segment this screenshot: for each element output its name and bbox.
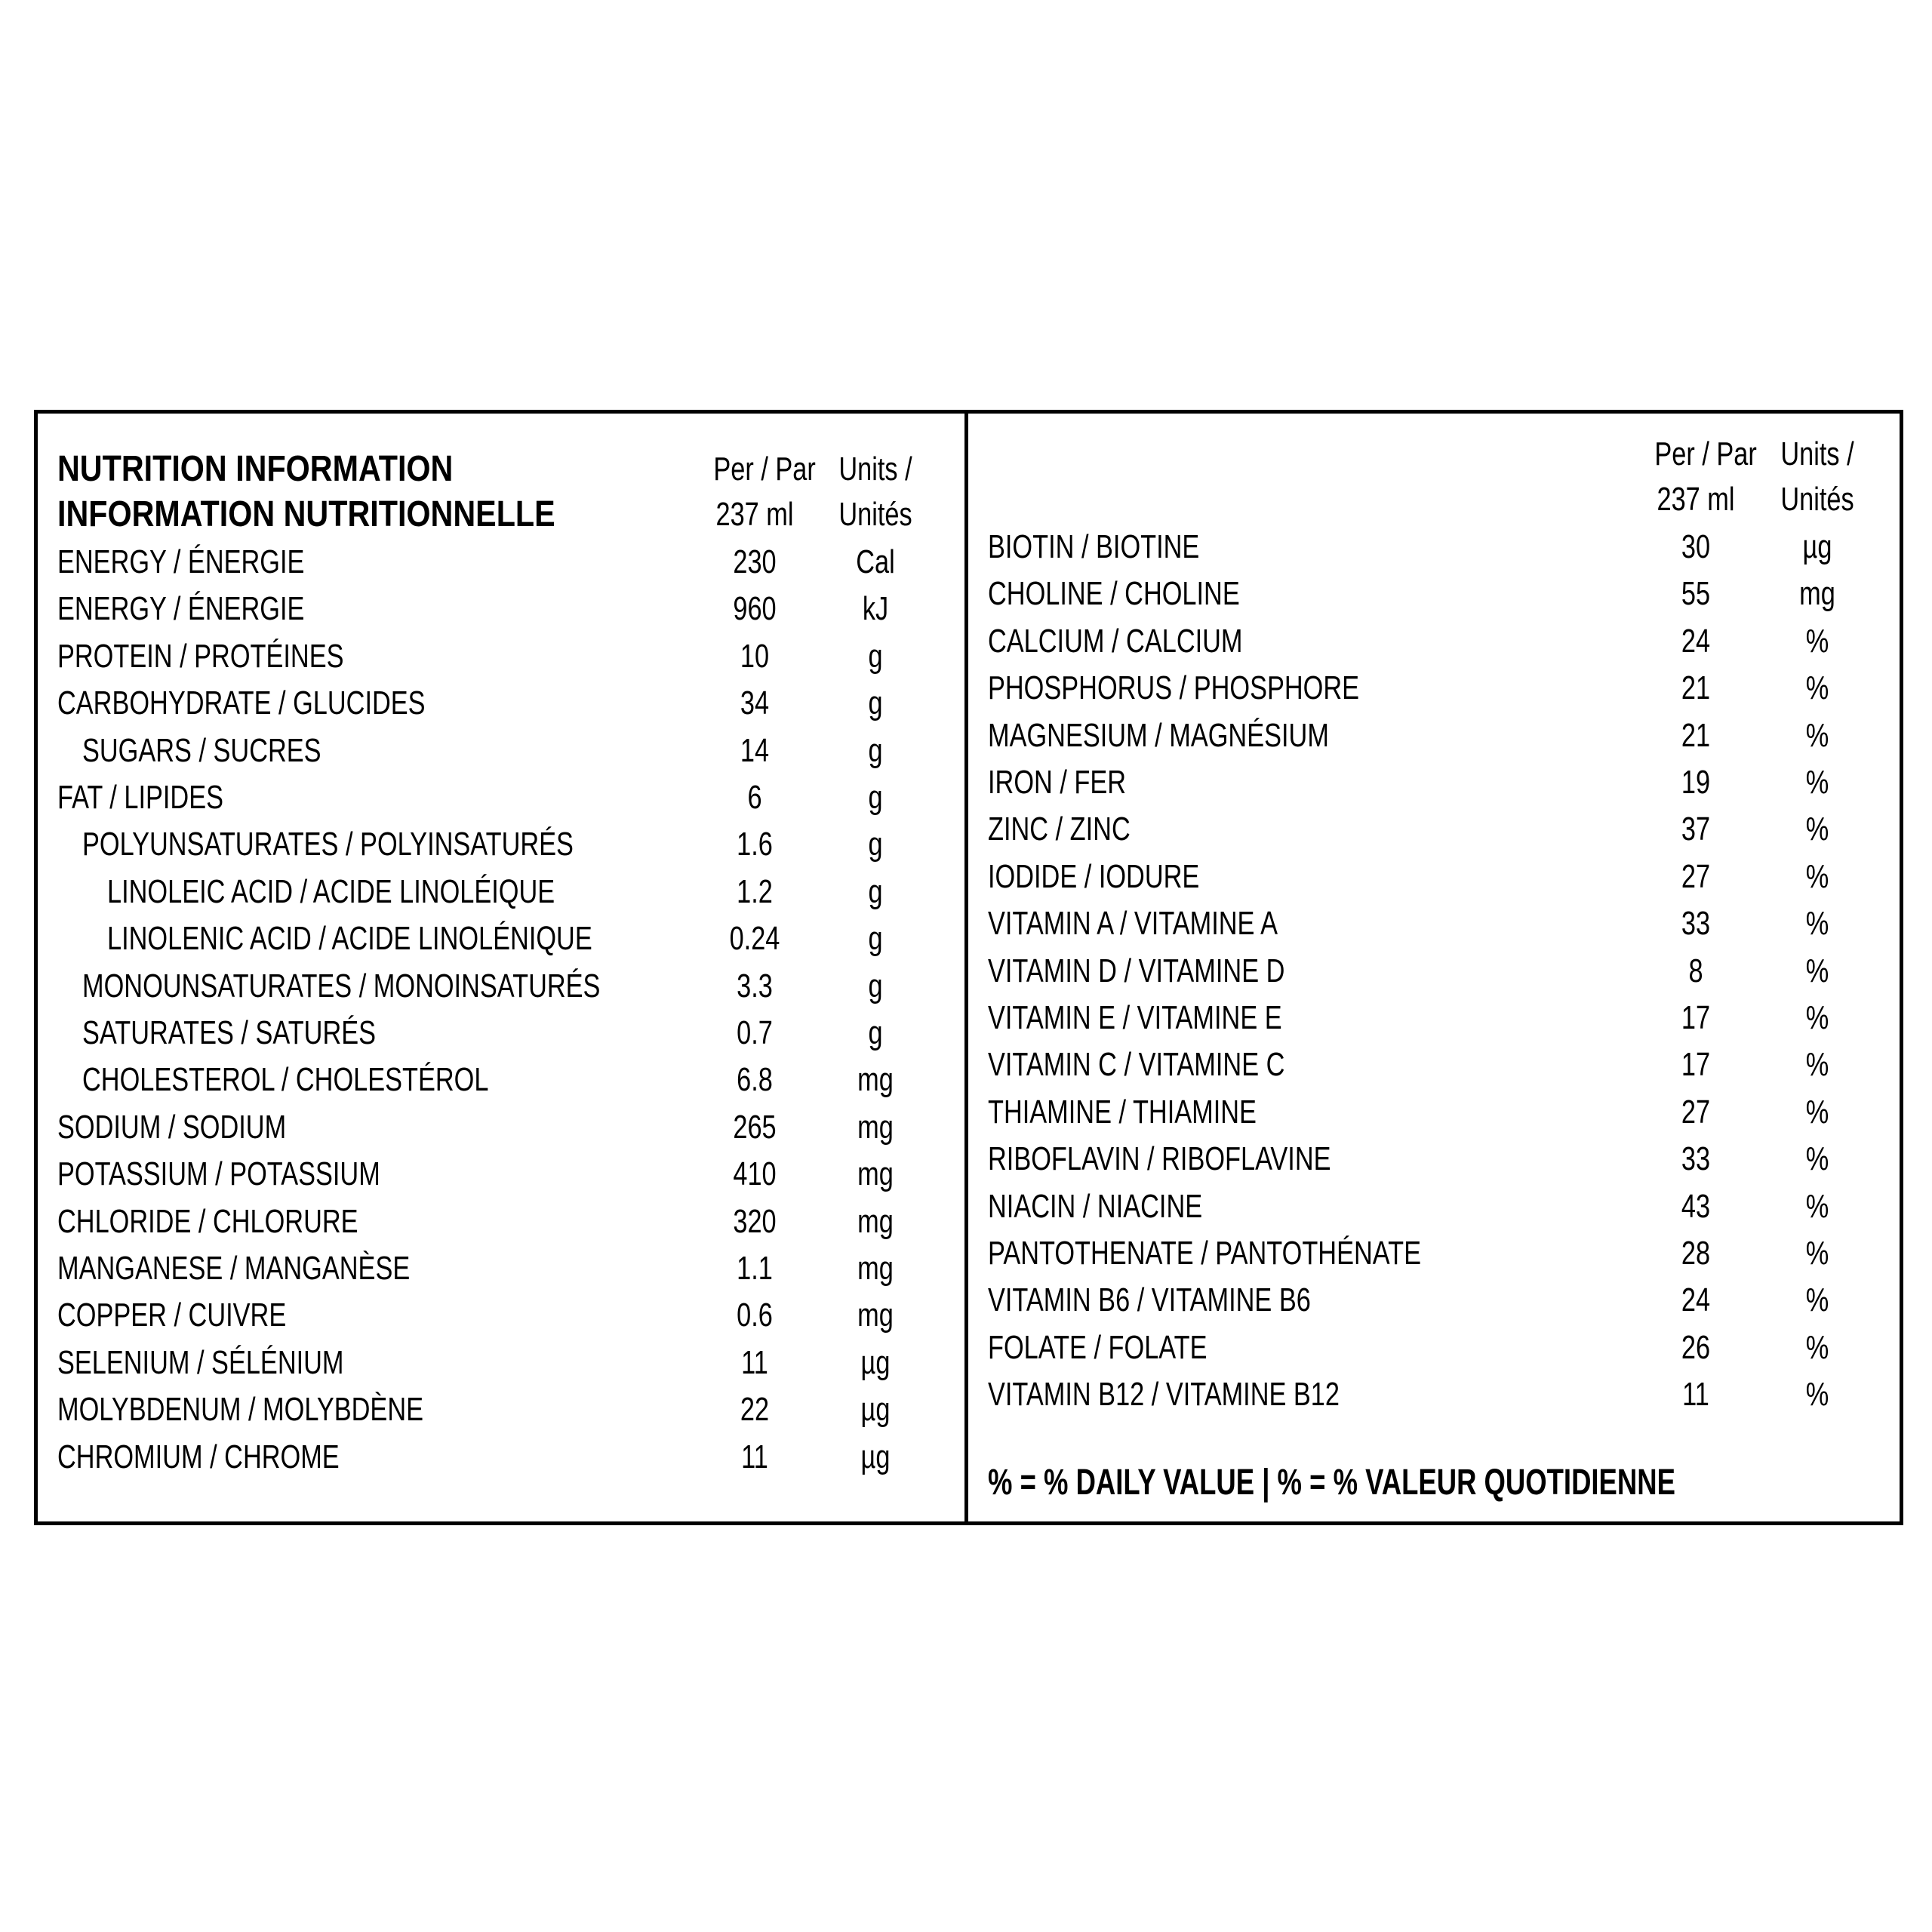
- nutrient-amount: 265: [733, 1108, 777, 1146]
- nutrient-row: [968, 900, 1900, 947]
- nutrient-name: VITAMIN A / VITAMINE A: [988, 905, 1278, 943]
- nutrient-unit: mg: [857, 1061, 894, 1099]
- nutrient-unit: %: [1805, 1140, 1829, 1178]
- nutrient-unit: g: [868, 731, 883, 769]
- nutrient-row: [968, 995, 1900, 1041]
- nutrient-name: LINOLENIC ACID / ACIDE LINOLÉNIQUE: [107, 920, 592, 958]
- nutrient-name: LINOLEIC ACID / ACIDE LINOLÉIQUE: [107, 872, 555, 910]
- nutrient-amount: 30: [1681, 528, 1711, 565]
- nutrient-row: [968, 854, 1900, 900]
- nutrient-row: [38, 963, 964, 1010]
- nutrient-amount: 0.7: [737, 1014, 773, 1051]
- daily-value-footnote: % = % DAILY VALUE | % = % VALEUR QUOTIDIENNE: [988, 1463, 1675, 1503]
- nutrient-name: VITAMIN D / VITAMINE D: [988, 952, 1285, 989]
- nutrient-row: [968, 1277, 1900, 1324]
- nutrient-amount: 26: [1681, 1328, 1711, 1366]
- nutrient-unit: µg: [860, 1438, 891, 1475]
- nutrient-unit: %: [1805, 905, 1829, 943]
- nutrient-name: NIACIN / NIACINE: [988, 1187, 1203, 1225]
- nutrient-amount: 34: [740, 685, 770, 722]
- nutrient-row: [38, 821, 964, 868]
- nutrition-label-panel: [34, 410, 1903, 1525]
- nutrient-row: [968, 948, 1900, 995]
- nutrient-amount: 410: [733, 1155, 777, 1193]
- nutrient-name: PANTOTHENATE / PANTOTHÉNATE: [988, 1235, 1421, 1272]
- nutrient-row: [38, 1292, 964, 1339]
- nutrient-unit: mg: [857, 1202, 894, 1240]
- nutrient-row: [38, 1434, 964, 1481]
- nutrient-name: SATURATES / SATURÉS: [82, 1014, 377, 1051]
- nutrient-row: [968, 1371, 1900, 1418]
- nutrient-unit: kJ: [862, 590, 889, 628]
- nutrient-unit: %: [1805, 669, 1829, 707]
- nutrient-unit: g: [868, 967, 883, 1004]
- nutrient-unit: g: [868, 779, 883, 816]
- nutrient-unit: %: [1805, 1328, 1829, 1366]
- nutrient-row: [38, 774, 964, 821]
- nutrient-amount: 11: [741, 1343, 768, 1381]
- nutrient-unit: g: [868, 685, 883, 722]
- nutrient-unit: Cal: [856, 543, 895, 580]
- nutrient-row: [968, 712, 1900, 759]
- nutrient-name: CHLORIDE / CHLORURE: [57, 1202, 358, 1240]
- nutrient-name: THIAMINE / THIAMINE: [988, 1093, 1257, 1131]
- nutrient-row: [38, 539, 964, 586]
- nutrient-name: VITAMIN E / VITAMINE E: [988, 999, 1282, 1036]
- nutrient-row: [968, 1041, 1900, 1088]
- nutrient-row: [38, 1198, 964, 1245]
- nutrient-unit: mg: [857, 1108, 894, 1146]
- nutrient-name: ZINC / ZINC: [988, 811, 1131, 848]
- nutrient-unit: %: [1805, 1235, 1829, 1272]
- nutrient-row: [968, 1230, 1900, 1277]
- nutrient-amount: 27: [1681, 857, 1711, 895]
- left-per-header-line2: 237 ml: [715, 496, 794, 533]
- nutrient-unit: µg: [860, 1391, 891, 1429]
- nutrient-amount: 1.1: [737, 1250, 773, 1287]
- left-per-header-line1: Per / Par: [713, 451, 816, 488]
- nutrient-amount: 960: [733, 590, 777, 628]
- nutrient-name: FOLATE / FOLATE: [988, 1328, 1208, 1366]
- nutrient-unit: mg: [857, 1250, 894, 1287]
- nutrient-amount: 0.24: [729, 920, 780, 958]
- nutrient-row: [38, 915, 964, 962]
- nutrient-unit: %: [1805, 764, 1829, 801]
- nutrient-name: COPPER / CUIVRE: [57, 1297, 287, 1334]
- right-per-header-line2: 237 ml: [1657, 481, 1735, 518]
- nutrient-name: FAT / LIPIDES: [57, 779, 223, 816]
- nutrient-unit: %: [1805, 952, 1829, 989]
- nutrient-name: MONOUNSATURATES / MONOINSATURÉS: [82, 967, 601, 1004]
- nutrient-amount: 33: [1681, 1140, 1711, 1178]
- nutrient-unit: %: [1805, 811, 1829, 848]
- nutrient-amount: 27: [1681, 1093, 1711, 1131]
- nutrient-unit: %: [1805, 1187, 1829, 1225]
- nutrient-amount: 28: [1681, 1235, 1711, 1272]
- nutrient-row: [968, 1136, 1900, 1183]
- nutrient-amount: 6.8: [737, 1061, 773, 1099]
- nutrient-name: VITAMIN B12 / VITAMINE B12: [988, 1376, 1340, 1414]
- nutrient-amount: 33: [1681, 905, 1711, 943]
- nutrient-unit: mg: [857, 1155, 894, 1193]
- nutrient-row: [38, 1010, 964, 1057]
- nutrient-unit: µg: [860, 1343, 891, 1381]
- nutrient-row: [968, 571, 1900, 617]
- nutrient-row: [38, 1151, 964, 1198]
- nutrient-name: POLYUNSATURATES / POLYINSATURÉS: [82, 826, 574, 863]
- right-per-header-line1: Per / Par: [1654, 435, 1757, 472]
- nutrient-unit: %: [1805, 622, 1829, 660]
- nutrient-row: [38, 728, 964, 774]
- nutrient-unit: g: [868, 920, 883, 958]
- right-units-header-line2: Unités: [1780, 481, 1854, 518]
- nutrient-name: RIBOFLAVIN / RIBOFLAVINE: [988, 1140, 1331, 1178]
- nutrient-amount: 55: [1681, 575, 1711, 613]
- nutrient-name: PROTEIN / PROTÉINES: [57, 637, 344, 675]
- nutrient-amount: 0.6: [737, 1297, 773, 1334]
- nutrient-row: [38, 869, 964, 915]
- nutrient-row: [38, 1245, 964, 1292]
- nutrient-amount: 19: [1681, 764, 1711, 801]
- nutrient-name: SELENIUM / SÉLÉNIUM: [57, 1343, 344, 1381]
- left-units-header-line2: Unités: [838, 496, 912, 533]
- nutrient-amount: 1.6: [737, 826, 773, 863]
- nutrient-amount: 1.2: [737, 872, 773, 910]
- nutrient-amount: 10: [740, 637, 770, 675]
- nutrient-amount: 320: [733, 1202, 777, 1240]
- nutrient-unit: %: [1805, 999, 1829, 1036]
- nutrient-amount: 24: [1681, 1281, 1711, 1319]
- nutrient-unit: %: [1805, 1093, 1829, 1131]
- nutrient-amount: 11: [1682, 1376, 1709, 1414]
- nutrient-row: [968, 524, 1900, 571]
- nutrient-amount: 22: [740, 1391, 770, 1429]
- title-english: NUTRITION INFORMATION: [57, 449, 454, 489]
- nutrient-name: CHROMIUM / CHROME: [57, 1438, 340, 1475]
- nutrient-name: SODIUM / SODIUM: [57, 1108, 287, 1146]
- nutrient-name: MOLYBDENUM / MOLYBDÈNE: [57, 1391, 424, 1429]
- nutrient-name: MANGANESE / MANGANÈSE: [57, 1250, 411, 1287]
- nutrient-name: POTASSIUM / POTASSIUM: [57, 1155, 380, 1193]
- nutrient-unit: g: [868, 1014, 883, 1051]
- nutrient-name: PHOSPHORUS / PHOSPHORE: [988, 669, 1360, 707]
- nutrient-unit: g: [868, 872, 883, 910]
- nutrient-amount: 8: [1688, 952, 1703, 989]
- right-units-header-line1: Units /: [1780, 435, 1854, 472]
- nutrient-amount: 6: [747, 779, 762, 816]
- nutrient-name: MAGNESIUM / MAGNÉSIUM: [988, 716, 1329, 754]
- nutrient-row: [38, 586, 964, 632]
- nutrient-row: [38, 1340, 964, 1386]
- left-column: [38, 414, 964, 1521]
- nutrient-name: VITAMIN C / VITAMINE C: [988, 1046, 1285, 1084]
- nutrient-row: [38, 633, 964, 680]
- nutrient-unit: µg: [1802, 528, 1832, 565]
- nutrient-row: [968, 665, 1900, 712]
- nutrient-amount: 24: [1681, 622, 1711, 660]
- nutrient-name: SUGARS / SUCRES: [82, 731, 321, 769]
- nutrient-name: CALCIUM / CALCIUM: [988, 622, 1243, 660]
- nutrient-name: IRON / FER: [988, 764, 1127, 801]
- nutrient-row: [968, 759, 1900, 806]
- nutrient-row: [38, 1104, 964, 1151]
- nutrient-name: IODIDE / IODURE: [988, 857, 1200, 895]
- nutrient-unit: %: [1805, 1376, 1829, 1414]
- nutrient-unit: mg: [857, 1297, 894, 1334]
- nutrient-amount: 17: [1681, 999, 1711, 1036]
- nutrient-unit: %: [1805, 857, 1829, 895]
- nutrient-amount: 11: [741, 1438, 768, 1475]
- nutrient-amount: 37: [1681, 811, 1711, 848]
- nutrient-row: [38, 1386, 964, 1433]
- nutrient-row: [968, 1324, 1900, 1371]
- nutrient-amount: 14: [740, 731, 770, 769]
- nutrient-row: [968, 618, 1900, 665]
- nutrient-unit: %: [1805, 1281, 1829, 1319]
- left-units-header-line1: Units /: [838, 451, 912, 488]
- nutrient-amount: 230: [733, 543, 777, 580]
- nutrient-name: ENERGY / ÉNERGIE: [57, 590, 305, 628]
- nutrient-name: BIOTIN / BIOTINE: [988, 528, 1200, 565]
- nutrient-amount: 17: [1681, 1046, 1711, 1084]
- nutrient-row: [968, 806, 1900, 853]
- nutrient-name: CARBOHYDRATE / GLUCIDES: [57, 685, 426, 722]
- nutrient-row: [38, 1057, 964, 1103]
- nutrient-amount: 3.3: [737, 967, 773, 1004]
- nutrient-unit: g: [868, 826, 883, 863]
- nutrient-row: [968, 1089, 1900, 1136]
- nutrient-row: [38, 680, 964, 727]
- nutrient-name: VITAMIN B6 / VITAMINE B6: [988, 1281, 1311, 1319]
- nutrient-unit: g: [868, 637, 883, 675]
- nutrient-amount: 21: [1681, 669, 1711, 707]
- right-column: [968, 414, 1900, 1521]
- nutrient-unit: %: [1805, 716, 1829, 754]
- nutrient-unit: mg: [1799, 575, 1835, 613]
- title-french: INFORMATION NUTRITIONNELLE: [57, 494, 555, 534]
- nutrient-unit: %: [1805, 1046, 1829, 1084]
- nutrient-name: ENERGY / ÉNERGIE: [57, 543, 305, 580]
- nutrient-name: CHOLESTEROL / CHOLESTÉROL: [82, 1061, 489, 1099]
- nutrient-amount: 21: [1681, 716, 1711, 754]
- nutrient-name: CHOLINE / CHOLINE: [988, 575, 1240, 613]
- nutrient-amount: 43: [1681, 1187, 1711, 1225]
- nutrient-row: [968, 1183, 1900, 1230]
